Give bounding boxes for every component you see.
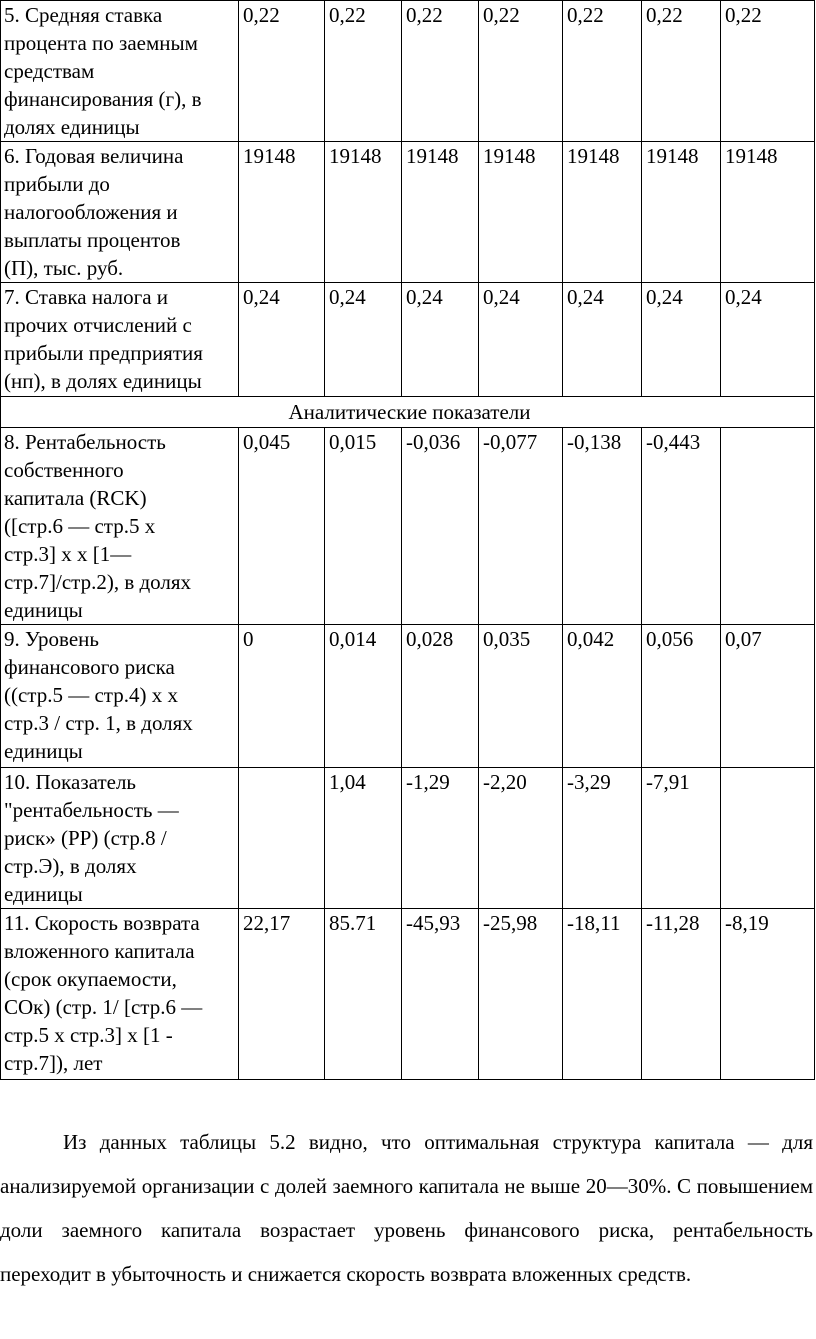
table-cell: 19148 [325,142,402,283]
table-cell: 0,24 [721,283,815,397]
table-cell: -25,98 [479,909,563,1080]
table-cell: 0,22 [239,1,325,142]
table-cell: 0,045 [239,428,325,625]
table-cell: 19148 [402,142,479,283]
table-cell: 0,042 [563,625,642,768]
section-row [1,397,815,428]
table-cell: -0,036 [402,428,479,625]
table-cell: -0,138 [563,428,642,625]
table-cell [239,768,325,909]
row-label: 5. Средняя ставка процента по заемным средствам финансирования (г), в долях единицы [1,1,239,142]
table-cell: 22,17 [239,909,325,1080]
table-cell: 0,22 [402,1,479,142]
table-cell: -0,077 [479,428,563,625]
table-cell [721,428,815,625]
table-cell: -3,29 [563,768,642,909]
table-row [1,142,815,283]
row-label: 6. Годовая величина прибыли до налогообложения и выплаты процентов (П), тыс. руб. [1,142,239,283]
row-label: 10. Показатель "рентабельность — риск» (PP) (стр.8 / стр.Э), в долях единицы [1,768,239,909]
table-cell: 0,056 [642,625,721,768]
table-row [1,625,815,768]
table-cell: 0,028 [402,625,479,768]
table-cell: 0,24 [239,283,325,397]
table-cell: -7,91 [642,768,721,909]
table-cell: 0,24 [325,283,402,397]
table-cell: -8,19 [721,909,815,1080]
table-cell: -45,93 [402,909,479,1080]
row-label: 7. Ставка налога и прочих отчислений с прибыли предприятия (нп), в долях единицы [1,283,239,397]
table-cell: 0,24 [479,283,563,397]
table-cell: 0,22 [325,1,402,142]
table-cell: 0,22 [721,1,815,142]
table-row [1,909,815,1080]
table-cell: 19148 [239,142,325,283]
row-label: 9. Уровень финансового риска ((стр.5 — стр.4) х х стр.3 / стр. 1, в долях единицы [1,625,239,768]
table-row [1,1,815,142]
table-cell: 0,24 [563,283,642,397]
table-cell: 0,22 [563,1,642,142]
table-cell: 0,015 [325,428,402,625]
table-cell: 0,07 [721,625,815,768]
row-label: 11. Скорость возврата вложенного капитала (срок окупаемости, СОк) (стр. 1/ [стр.6 — стр.5 х стр.3] х [1 - стр.7]), лет [1,909,239,1080]
table-cell: -2,20 [479,768,563,909]
table-cell: -1,29 [402,768,479,909]
table-cell: 0,035 [479,625,563,768]
table-cell: 85.71 [325,909,402,1080]
table-cell: 0,24 [402,283,479,397]
table-cell: 0,22 [479,1,563,142]
table-row [1,283,815,397]
table-row [1,428,815,625]
table-cell: 19148 [563,142,642,283]
table-cell [721,768,815,909]
table-cell: 0,014 [325,625,402,768]
table-cell: 1,04 [325,768,402,909]
table-cell: 0,24 [642,283,721,397]
conclusion-paragraph: Из данных таблицы 5.2 видно, что оптимальная структура капитала — для анализируемой организации с долей заемного капитала не выше 20—30%. С повышением доли заемного капитала возрастает уровень финансового риска, рентабельность переходит в убыточность и снижается скорость возврата вложенных средств. [0,1130,813,1286]
table-row [1,768,815,909]
table-cell: 0 [239,625,325,768]
table-cell: 19148 [721,142,815,283]
row-label: 8. Рентабельность собственного капитала (RCK) ([стр.6 — стр.5 х стр.3] х х [1— стр.7]/стр.2), в долях единицы [1,428,239,625]
section-title: Аналитические показатели [1,397,815,428]
table-cell: -0,443 [642,428,721,625]
table-cell: 19148 [479,142,563,283]
table-cell: 0,22 [642,1,721,142]
table-cell: -18,11 [563,909,642,1080]
table-cell: -11,28 [642,909,721,1080]
table-cell: 19148 [642,142,721,283]
